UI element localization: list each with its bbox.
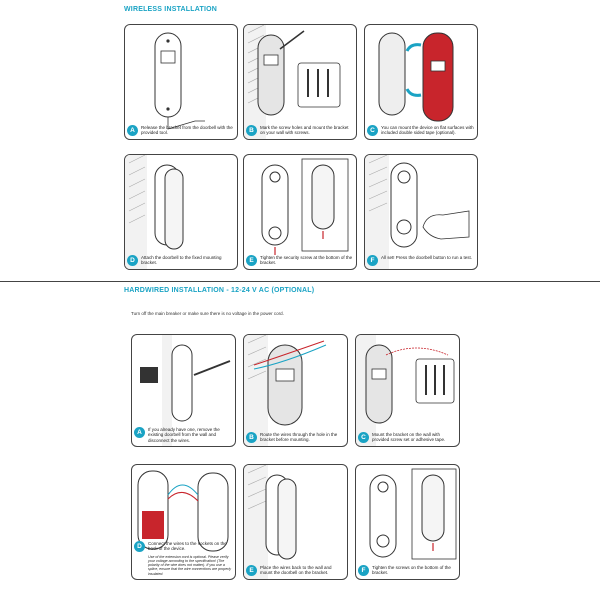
tighten-screws-illustration — [356, 465, 460, 580]
bracket-mount-illustration — [244, 25, 357, 140]
press-button-illustration — [365, 155, 478, 270]
step-badge: B — [246, 432, 257, 443]
hardwired-step-f-card — [355, 464, 460, 580]
step-caption — [134, 427, 233, 443]
safety-note: Turn off the main breaker or make sure there is no voltage in the power cord. — [131, 311, 284, 316]
wireless-step-e-card — [243, 154, 357, 270]
hardwired-step-d-card — [131, 464, 236, 580]
wireless-step-d-card — [124, 154, 238, 270]
step-caption — [358, 432, 457, 443]
step-caption — [134, 541, 233, 576]
wireless-step-b-card — [243, 24, 357, 140]
step-badge: B — [246, 125, 257, 136]
wireless-step-a-card — [124, 24, 238, 140]
step-text: Tighten the screws on the bottom of the bracket. — [372, 565, 451, 576]
step-badge: D — [127, 255, 138, 266]
step-text: Tighten the security screw at the bottom of the bracket. — [260, 255, 353, 266]
section-divider — [0, 281, 600, 282]
step-text: All set! Press the doorbell button to run a test. — [381, 255, 473, 260]
step-text: Mount the bracket on the wall with provided screw set or adhesive tape. — [372, 432, 446, 443]
step-caption — [358, 565, 457, 576]
hardwired-step-c-card — [355, 334, 460, 447]
hardwired-step-e-card — [243, 464, 348, 580]
step-text: You can mount the device on flat surfaces with included double sided tape (optional). — [381, 125, 474, 136]
step-badge: C — [367, 125, 378, 136]
attach-doorbell-illustration — [125, 155, 238, 270]
step-subtext: Use of the extension cord is optional. Please verify your voltage according to the specification! (The polarity of the wire does not matter). If you use a splice, ensure that the wire connections are properly insulated. — [148, 554, 232, 576]
step-caption — [127, 125, 235, 136]
step-badge: D — [134, 541, 145, 552]
wireless-section-title: WIRELESS INSTALLATION — [124, 6, 217, 13]
hardwired-step-b-card — [243, 334, 348, 447]
step-text: Route the wires through the hole in the bracket before mounting. — [260, 432, 338, 443]
step-caption — [246, 432, 345, 443]
step-badge: A — [127, 125, 138, 136]
step-badge: C — [358, 432, 369, 443]
step-caption — [127, 255, 235, 266]
wireless-step-f-card — [364, 154, 478, 270]
step-text: Place the wires back to the wall and mount the doorbell on the bracket. — [260, 565, 332, 576]
route-wires-illustration — [244, 335, 348, 447]
step-badge: F — [367, 255, 378, 266]
step-badge: E — [246, 565, 257, 576]
mount-bracket-illustration — [356, 335, 460, 447]
step-badge: F — [358, 565, 369, 576]
step-caption — [246, 125, 354, 136]
hardwired-section-title: HARDWIRED INSTALLATION - 12-24 V AC (OPTIONAL) — [124, 287, 315, 294]
step-caption — [367, 125, 475, 136]
step-badge: A — [134, 427, 145, 438]
wireless-step-c-card — [364, 24, 478, 140]
step-caption — [367, 255, 475, 266]
step-text: If you already have one, remove the existing doorbell from the wall and disconnect the wires. — [148, 426, 220, 443]
step-text: Release the bracket from the doorbell with the provided tool. — [141, 125, 233, 136]
step-caption — [246, 255, 354, 266]
bracket-release-illustration — [125, 25, 238, 140]
step-badge: E — [246, 255, 257, 266]
hardwired-step-a-card — [131, 334, 236, 447]
step-text: Attach the doorbell to the fixed mounting bracket. — [141, 255, 222, 266]
step-text: Connect the wires to the sockets on the back of the device. — [148, 540, 227, 552]
adhesive-tape-illustration — [365, 25, 478, 140]
security-screw-illustration — [244, 155, 357, 270]
place-doorbell-illustration — [244, 465, 348, 580]
step-text: Mark the screw holes and mount the bracket on your wall with screws. — [260, 125, 349, 136]
step-caption — [246, 565, 345, 576]
